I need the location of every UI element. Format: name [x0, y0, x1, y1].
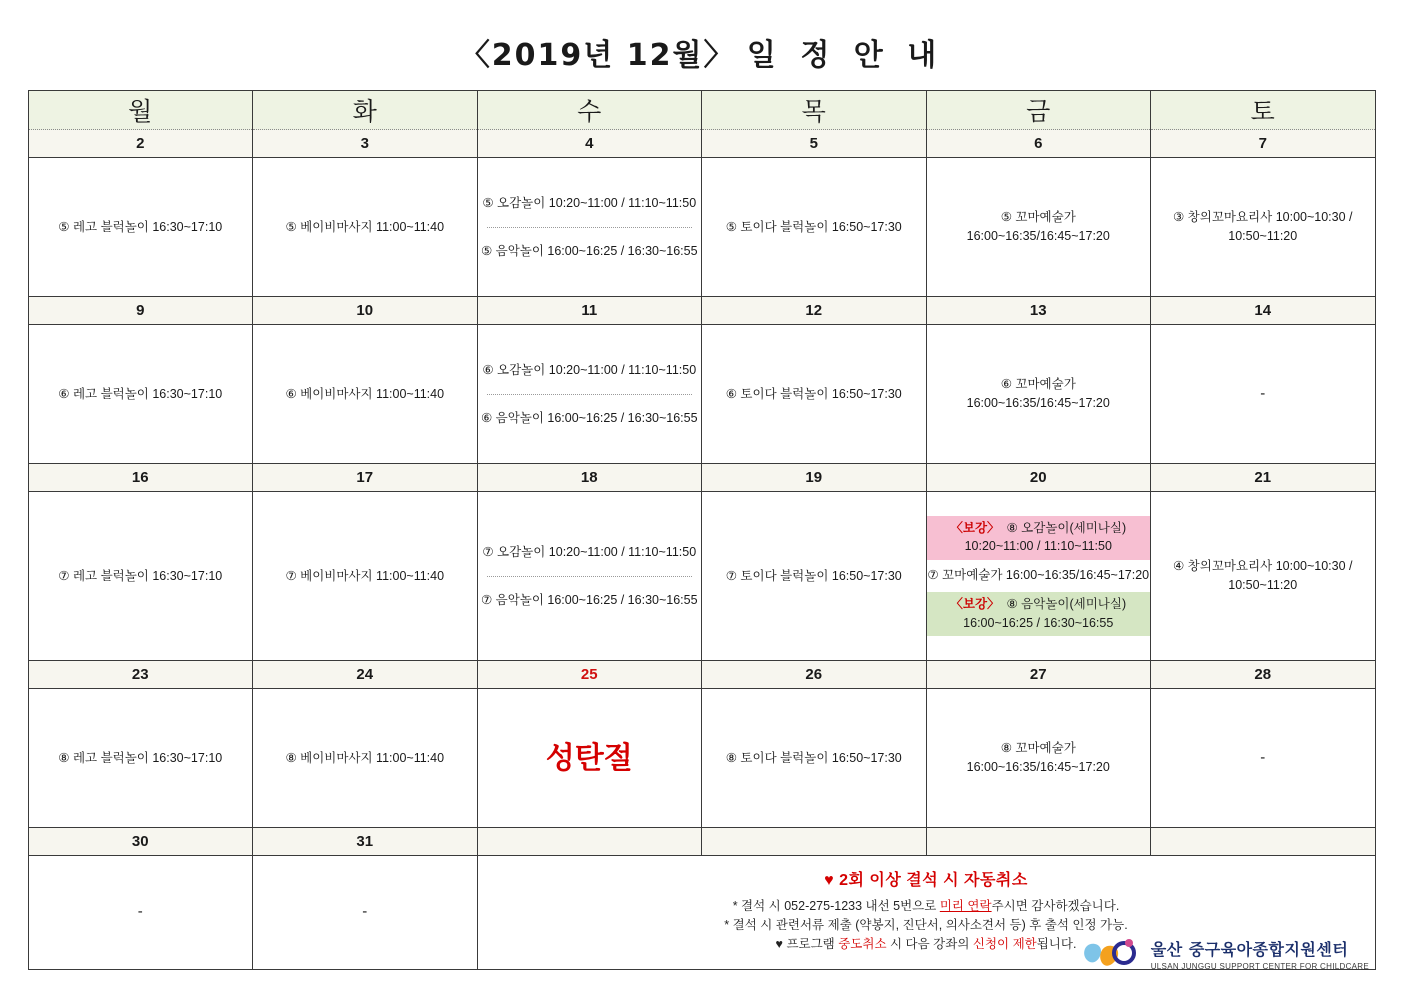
- event-cell-wed-25: [477, 689, 702, 828]
- event-name: ⑤ 오감놀이: [482, 195, 546, 210]
- event-name: ⑧ 꼬마예술가: [1000, 741, 1076, 756]
- date-cell: 5: [702, 130, 927, 158]
- divider: [487, 394, 693, 395]
- page-title-month: 〈2019년 12월〉: [459, 38, 736, 73]
- event-text: ⑥ 레고 블럭놀이 16:30~17:10: [58, 386, 223, 401]
- event-name: ⑥ 음악놀이: [480, 410, 544, 425]
- notice-line-2: * 결석 시 관련서류 제출 (약봉지, 진단서, 의사소견서 등) 후 출석 인정 가능.: [724, 918, 1128, 933]
- event-time: 10:00~10:30 / 10:50~11:20: [1228, 559, 1353, 592]
- events-row-week4: [28, 689, 1375, 828]
- makeup-class-music: [927, 592, 1151, 637]
- event-time: 10:20~11:00 / 11:10~11:50: [964, 539, 1112, 554]
- date-cell-empty: [702, 828, 927, 856]
- event-name: ③ 창의꼬마요리사: [1172, 210, 1273, 225]
- event-cell-wed-4: [477, 158, 702, 297]
- event-cell-sat-14: [1151, 325, 1376, 464]
- event-name: ⑥ 오감놀이: [482, 362, 546, 377]
- event-time: 16:00~16:35/16:45~17:20: [966, 760, 1110, 774]
- date-cell: 13: [926, 297, 1151, 325]
- schedule-calendar: [28, 90, 1376, 970]
- event-cell-mon-9: [28, 325, 253, 464]
- event-cell-mon-30: [28, 856, 253, 970]
- event-group: [481, 361, 699, 380]
- divider: [487, 227, 693, 228]
- divider: [487, 576, 693, 577]
- event-text: ⑦ 베이비마사지 11:00~11:40: [285, 568, 445, 583]
- event-time: 16:00~16:25 / 16:30~16:55: [547, 410, 698, 425]
- event-name: ⑤ 음악놀이: [480, 243, 544, 258]
- event-cell-tue-31: [253, 856, 478, 970]
- event-name: ⑦ 오감놀이: [482, 544, 546, 559]
- notice-line-3-post: 됩니다.: [1036, 936, 1077, 951]
- date-cell: 10: [253, 297, 478, 325]
- event-group: [481, 591, 699, 610]
- event-text: ⑧ 레고 블럭놀이 16:30~17:10: [58, 750, 223, 765]
- event-cell-fri-20: [926, 492, 1151, 661]
- event-name: ⑦ 음악놀이: [480, 592, 544, 607]
- weekday-header-tue: 화: [253, 91, 478, 130]
- notice-line-1: [482, 897, 1371, 916]
- date-cell: 16: [28, 464, 253, 492]
- event-cell-wed-11: [477, 325, 702, 464]
- center-logo-icon: [1079, 934, 1141, 974]
- event-cell-thu-12: [702, 325, 927, 464]
- date-cell-empty: [477, 828, 702, 856]
- event-cell-sat-7: [1151, 158, 1376, 297]
- date-cell: 26: [702, 661, 927, 689]
- date-cell: 9: [28, 297, 253, 325]
- date-cell: 31: [253, 828, 478, 856]
- date-row-week3: [28, 464, 1375, 492]
- date-cell: 6: [926, 130, 1151, 158]
- event-cell-mon-23: [28, 689, 253, 828]
- event-time: 16:00~16:25 / 16:30~16:55: [547, 592, 698, 607]
- date-cell: 21: [1151, 464, 1376, 492]
- date-cell: 23: [28, 661, 253, 689]
- weekday-header-fri: 금: [926, 91, 1151, 130]
- event-text: ⑤ 베이비마사지 11:00~11:40: [285, 219, 445, 234]
- date-cell: 30: [28, 828, 253, 856]
- event-group: [481, 409, 699, 428]
- event-name: ⑧ 음악놀이(세미나실): [1006, 596, 1127, 611]
- date-cell: 12: [702, 297, 927, 325]
- event-cell-fri-13: [926, 325, 1151, 464]
- events-row-week3: [28, 492, 1375, 661]
- heart-icon: ♥: [824, 872, 835, 890]
- event-cell-mon-16: [28, 492, 253, 661]
- event-cell-thu-19: [702, 492, 927, 661]
- page-title: [0, 0, 1403, 90]
- event-time: 16:00~16:35/16:45~17:20: [966, 229, 1110, 243]
- date-cell-holiday: 25: [477, 661, 702, 689]
- weekday-header-wed: 수: [477, 91, 702, 130]
- event-cell-fri-6: [926, 158, 1151, 297]
- date-cell: 17: [253, 464, 478, 492]
- event-cell-tue-3: [253, 158, 478, 297]
- date-row-week4: [28, 661, 1375, 689]
- date-cell: 28: [1151, 661, 1376, 689]
- notice-link[interactable]: 미리 연락: [939, 899, 992, 914]
- empty-marker: -: [137, 903, 143, 921]
- footer-logo: [1079, 934, 1369, 974]
- event-text: ⑧ 토이다 블럭놀이 16:50~17:30: [725, 750, 902, 765]
- notice-title-text: 2회 이상 결석 시 자동취소: [839, 872, 1028, 890]
- event-cell-tue-10: [253, 325, 478, 464]
- event-text: ⑥ 토이다 블럭놀이 16:50~17:30: [725, 386, 902, 401]
- notice-line-3-pre: ♥ 프로그램: [775, 936, 839, 951]
- notice-line-3-mid: 시 다음 강좌의: [886, 936, 973, 951]
- date-cell: 11: [477, 297, 702, 325]
- event-cell-fri-27: [926, 689, 1151, 828]
- empty-marker: -: [1260, 384, 1266, 402]
- event-cell-sat-28: [1151, 689, 1376, 828]
- event-time: 16:00~16:25 / 16:30~16:55: [963, 615, 1114, 630]
- event-cell-mon-2: [28, 158, 253, 297]
- event-group: [481, 194, 699, 213]
- events-row-week2: [28, 325, 1375, 464]
- center-name-en: ULSAN JUNGGU SUPPORT CENTER FOR CHILDCARE: [1150, 962, 1369, 971]
- event-text: ⑥ 베이비마사지 11:00~11:40: [285, 386, 445, 401]
- date-cell-empty: [1151, 828, 1376, 856]
- event-group: [927, 560, 1151, 592]
- notice-emphasis-cancel: 중도취소: [838, 936, 887, 951]
- event-time: 10:20~11:00 / 11:10~11:50: [548, 362, 697, 377]
- event-cell-wed-18: [477, 492, 702, 661]
- makeup-tag: 〈보강〉: [950, 596, 1000, 611]
- footer-text-block: [1151, 937, 1369, 971]
- event-text: ⑧ 베이비마사지 11:00~11:40: [285, 750, 445, 765]
- weekday-header-mon: 월: [28, 91, 253, 130]
- event-cell-thu-5: [702, 158, 927, 297]
- notice-line-1-post: 주시면 감사하겠습니다.: [991, 899, 1120, 914]
- event-group: [481, 242, 699, 261]
- notice-title: [482, 869, 1371, 893]
- weekday-header-sat: 토: [1151, 91, 1376, 130]
- event-time: 10:20~11:00 / 11:10~11:50: [548, 195, 697, 210]
- date-cell: 19: [702, 464, 927, 492]
- event-text: ⑤ 레고 블럭놀이 16:30~17:10: [58, 219, 223, 234]
- event-group: [481, 543, 699, 562]
- event-text: ⑦ 레고 블럭놀이 16:30~17:10: [58, 568, 223, 583]
- holiday-label: 성탄절: [545, 740, 633, 776]
- date-row-week2: [28, 297, 1375, 325]
- event-name: ⑤ 꼬마예술가: [1000, 210, 1076, 225]
- weekday-header-thu: 목: [702, 91, 927, 130]
- event-time: 10:20~11:00 / 11:10~11:50: [548, 544, 697, 559]
- event-time: 10:00~10:30 / 10:50~11:20: [1228, 210, 1353, 243]
- center-name-kr: 울산 중구육아종합지원센터: [1150, 940, 1349, 959]
- date-cell: 18: [477, 464, 702, 492]
- makeup-line: [950, 521, 1126, 535]
- notice-line-1-pre: * 결석 시 052-275-1233 내선 5번으로: [732, 899, 940, 914]
- date-cell: 4: [477, 130, 702, 158]
- date-row-week1: [28, 130, 1375, 158]
- event-cell-tue-24: [253, 689, 478, 828]
- empty-marker: -: [362, 903, 368, 921]
- event-text: ⑤ 토이다 블럭놀이 16:50~17:30: [725, 219, 902, 234]
- event-name: ⑥ 꼬마예술가: [1000, 377, 1076, 392]
- event-name: ⑦ 꼬마예술가: [927, 568, 1003, 583]
- event-time: 16:00~16:35/16:45~17:20: [1005, 568, 1150, 583]
- date-cell-empty: [926, 828, 1151, 856]
- notice-emphasis-restrict: 신청이 제한: [972, 936, 1037, 951]
- empty-marker: -: [1260, 748, 1266, 766]
- makeup-class-oga: [927, 516, 1151, 561]
- page-title-text: 일 정 안 내: [746, 38, 944, 73]
- date-row-week5: [28, 828, 1375, 856]
- makeup-tag: 〈보강〉: [950, 520, 1000, 535]
- weekday-header-row: [28, 91, 1375, 130]
- date-cell: 14: [1151, 297, 1376, 325]
- date-cell: 3: [253, 130, 478, 158]
- date-cell: 24: [253, 661, 478, 689]
- event-text: ⑦ 토이다 블럭놀이 16:50~17:30: [725, 568, 902, 583]
- event-cell-tue-17: [253, 492, 478, 661]
- date-cell: 20: [926, 464, 1151, 492]
- event-cell-sat-21: [1151, 492, 1376, 661]
- events-row-week1: [28, 158, 1375, 297]
- event-name: ④ 창의꼬마요리사: [1172, 559, 1273, 574]
- date-cell: 7: [1151, 130, 1376, 158]
- event-name: ⑧ 오감놀이(세미나실): [1006, 520, 1127, 535]
- makeup-line: [950, 597, 1126, 611]
- event-time: 16:00~16:25 / 16:30~16:55: [547, 243, 698, 258]
- date-cell: 27: [926, 661, 1151, 689]
- date-cell: 2: [28, 130, 253, 158]
- event-time: 16:00~16:35/16:45~17:20: [966, 396, 1110, 410]
- event-cell-thu-26: [702, 689, 927, 828]
